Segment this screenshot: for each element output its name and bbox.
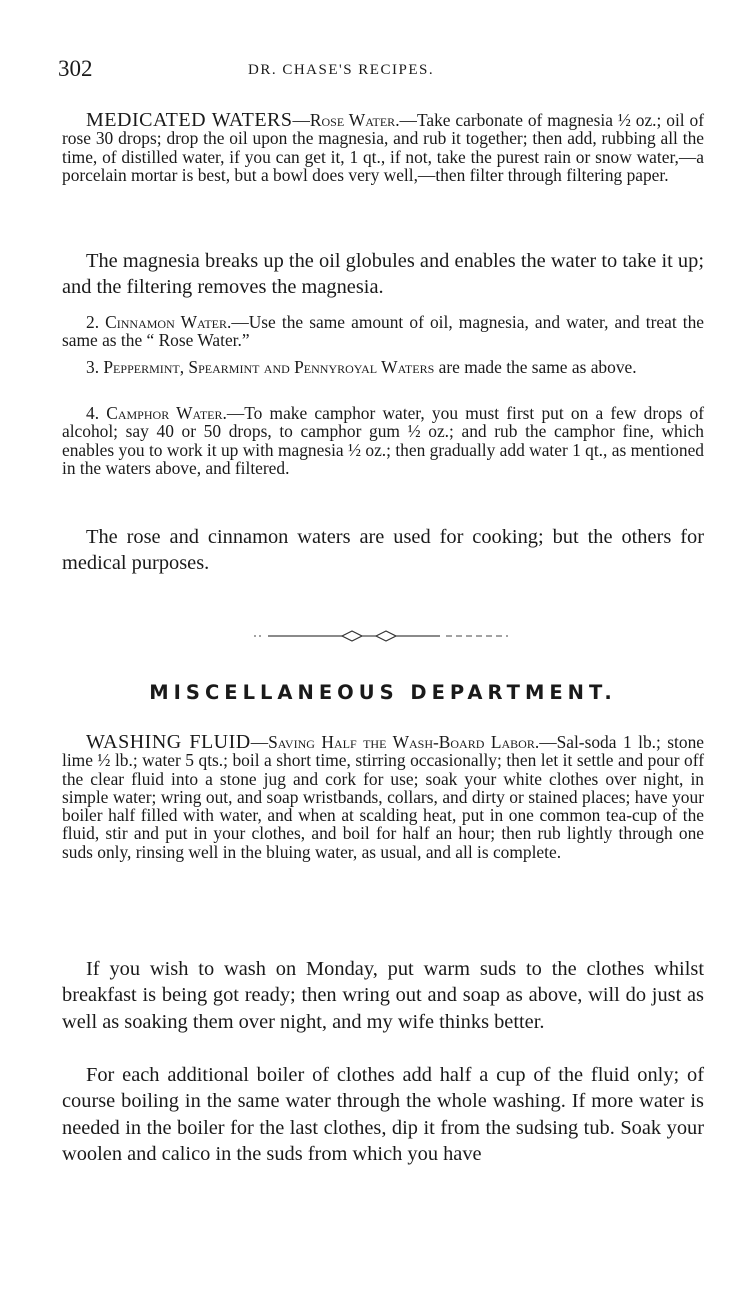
recipe-text: —To make camphor water, you must first put on a few drops of alcohol; say 40 or 50 drops, to camphor gum ½ oz.; and rub the camphor fine, which enables you to work it up with magnesia ½ oz.; then gradually add water 1 qt., as mentioned in the waters above, and filtered. bbox=[62, 403, 704, 478]
waters-usage-paragraph: The rose and cinnamon waters are used for cooking; but the others for medical purposes. bbox=[62, 526, 704, 575]
recipe-subheading: Cinnamon Water. bbox=[105, 312, 232, 332]
recipe-heading: WASHING FLUID bbox=[86, 731, 251, 753]
cinnamon-water-paragraph bbox=[62, 313, 704, 350]
camphor-water-paragraph bbox=[62, 404, 704, 477]
item-number: 3. bbox=[86, 357, 104, 377]
recipe-text: —Take carbonate of magnesia ½ oz.; oil of rose 30 drops; drop the oil upon the magnesia, and rub it together; then add, rubbing all the time, of distilled water, if you can get it, 1 qt., if not, take the purest rain or snow water,—a porcelain mortar is best, but a bowl does very well,—then filter through filtering paper. bbox=[62, 110, 705, 185]
recipe-subheading: —Rose Water. bbox=[292, 110, 400, 130]
additional-boiler-paragraph: For each additional boiler of clothes add half a cup of the fluid only; of course boiling in the same water through the whole washing. If more water is needed in the boiler for the last clothes, dip it from the sudsing tub. Soak your woolen and calico in the suds from which you have bbox=[62, 1064, 704, 1166]
recipe-subheading: Camphor Water. bbox=[106, 403, 227, 423]
monday-wash-paragraph: If you wish to wash on Monday, put warm suds to the clothes whilst breakfast is being got ready; then wring out and soap as above, will do just as well as soaking them over night, and my wife thinks better. bbox=[62, 958, 704, 1033]
recipe-text: —Use the same amount of oil, magnesia, and water, and treat the same as the “ Rose Water.” bbox=[62, 312, 705, 351]
medicated-waters-paragraph bbox=[62, 111, 704, 184]
magnesia-note-paragraph: The magnesia breaks up the oil globules and enables the water to take it up; and the filtering removes the magnesia. bbox=[62, 250, 704, 299]
department-title: MISCELLANEOUS DEPARTMENT. bbox=[149, 681, 617, 704]
recipe-subheading: Peppermint, Spearmint and Pennyroyal Waters bbox=[103, 357, 435, 377]
page-number: 302 bbox=[58, 56, 93, 81]
recipe-heading: MEDICATED WATERS bbox=[86, 109, 293, 131]
recipe-text: are made the same as above. bbox=[434, 357, 637, 377]
item-number: 4. bbox=[86, 403, 107, 423]
washing-fluid-paragraph bbox=[62, 733, 704, 861]
recipe-subheading: —Saving Half the Wash-Board Labor. bbox=[250, 732, 540, 752]
running-title: DR. CHASE'S RECIPES. bbox=[248, 62, 435, 78]
item-number: 2. bbox=[86, 312, 106, 332]
ornamental-divider bbox=[254, 626, 508, 646]
peppermint-waters-paragraph bbox=[62, 358, 704, 376]
page-header bbox=[58, 56, 698, 86]
recipe-text: —Sal-soda 1 lb.; stone lime ½ lb.; water 5 qts.; boil a short time, stirring occasionally; then let it settle and pour off the clear fluid into a stone jug and cork for use; soak your white clothes over night, in simple water; wring out, and soap wristbands, collars, and dirty or stained places; have your boiler half filled with water, and when at scalding heat, put in one common tea-cup of the fluid, stir and put in your clothes, and boil for half an hour; then rub lightly through one suds only, rinsing well in the bluing water, as usual, and all is complete. bbox=[62, 732, 705, 862]
